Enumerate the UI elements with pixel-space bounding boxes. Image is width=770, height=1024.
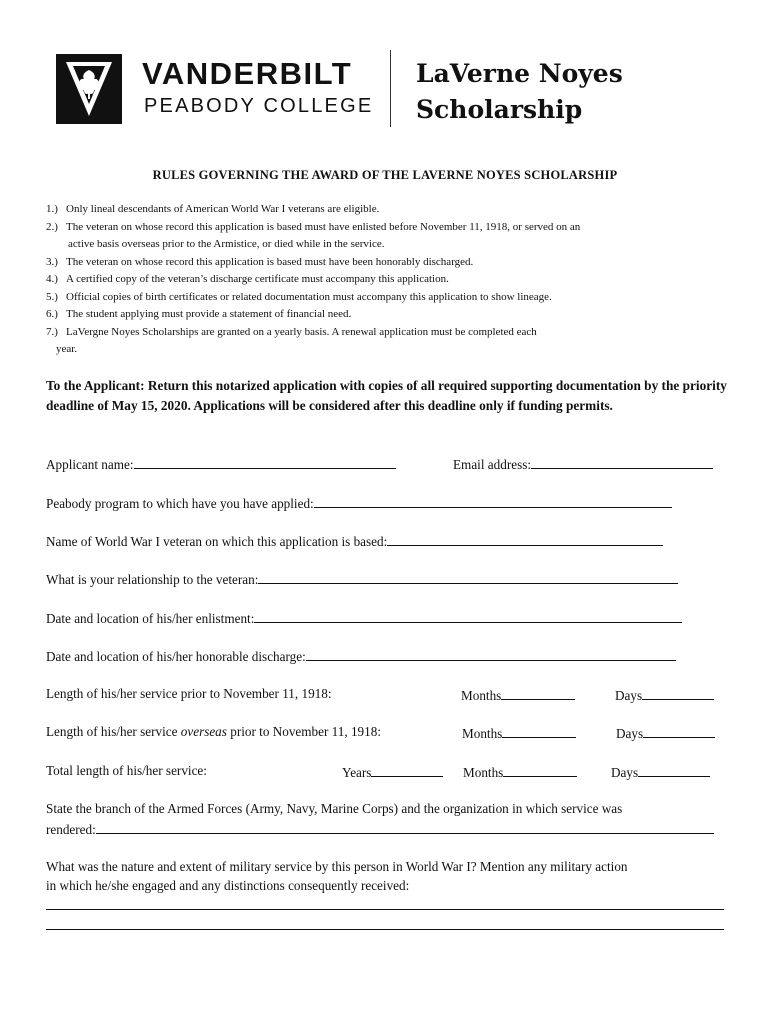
years-label: Years: [342, 765, 372, 780]
program-field: [46, 494, 672, 512]
service-prior-months: [461, 686, 575, 704]
total-service-months: [463, 763, 577, 781]
scholarship-title-line1: LaVerne Noyes: [416, 59, 623, 88]
service-overseas-field: [46, 724, 381, 740]
discharge-field: [46, 647, 676, 665]
rule-item: 6.) The student applying must provide a statement of financial need.: [46, 308, 352, 320]
service-overseas-days-input[interactable]: [643, 724, 715, 738]
branch-label: rendered:: [46, 822, 96, 837]
discharge-input[interactable]: [306, 647, 676, 661]
rules-list: [46, 201, 736, 359]
email-label: Email address:: [453, 457, 532, 472]
veteran-name-label: Name of World War I veteran on which this application is based:: [46, 534, 388, 549]
service-prior-label: Length of his/her service prior to November 11, 1918:: [46, 686, 332, 701]
relationship-input[interactable]: [258, 570, 678, 584]
total-service-years: [342, 763, 443, 781]
branch-input[interactable]: [96, 820, 714, 834]
months-label: Months: [461, 688, 502, 703]
rule-item: 3.) The veteran on whose record this application is based must have been honorably discharged.: [46, 255, 474, 268]
total-service-days-input[interactable]: [638, 763, 710, 777]
rule-item: 7.) LaVergne Noyes Scholarships are granted on a yearly basis. A renewal application must be completed each: [46, 325, 537, 338]
total-service-label: Total length of his/her service:: [46, 763, 207, 778]
enlistment-input[interactable]: [254, 609, 682, 623]
enlistment-field: [46, 609, 682, 627]
program-label: Peabody program to which have you have applied:: [46, 496, 314, 511]
nature-question-line1: What was the nature and extent of military service by this person in World War I? Mention any military action: [46, 859, 628, 874]
email-input[interactable]: [531, 455, 713, 469]
header-divider: [390, 50, 391, 127]
months-label: Months: [463, 765, 504, 780]
service-prior-days-input[interactable]: [642, 686, 714, 700]
rule-item: 1.) Only lineal descendants of American World War I veterans are eligible.: [46, 203, 380, 215]
branch-field: [46, 820, 714, 838]
veteran-name-input[interactable]: [387, 532, 663, 546]
service-overseas-months-input[interactable]: [502, 724, 576, 738]
brand-name: VANDERBILT: [142, 56, 353, 91]
applicant-name-field: [46, 455, 396, 473]
rule-item-continuation: active basis overseas prior to the Armistice, or died while in the service.: [68, 238, 385, 250]
service-prior-months-input[interactable]: [501, 686, 575, 700]
service-overseas-label-a: Length of his/her service: [46, 724, 181, 739]
months-label: Months: [462, 726, 503, 741]
service-overseas-label-b: overseas: [180, 724, 227, 739]
total-service-days: [611, 763, 710, 781]
days-label: Days: [615, 688, 643, 703]
service-overseas-months: [462, 724, 576, 742]
total-service-months-input[interactable]: [503, 763, 577, 777]
enlistment-label: Date and location of his/her enlistment:: [46, 611, 255, 626]
nature-answer-line-1[interactable]: [46, 908, 724, 910]
email-field: [453, 455, 713, 473]
scholarship-title-line2: Scholarship: [416, 95, 583, 124]
service-overseas-label-c: prior to November 11, 1918:: [226, 724, 381, 739]
rule-item: 2.) The veteran on whose record this application is based must have enlisted before November 11, 1918, or served on an: [46, 220, 581, 233]
rule-item-continuation: year.: [56, 343, 78, 355]
discharge-label: Date and location of his/her honorable discharge:: [46, 649, 306, 664]
service-overseas-days: [616, 724, 715, 742]
total-service-field: [46, 763, 207, 779]
branch-question: State the branch of the Armed Forces (Army, Navy, Marine Corps) and the organization in which service was: [46, 801, 623, 816]
nature-question-line2: in which he/she engaged and any distinctions consequently received:: [46, 878, 410, 893]
total-service-years-input[interactable]: [371, 763, 443, 777]
vanderbilt-logo-icon: [56, 54, 122, 124]
program-input[interactable]: [314, 494, 672, 508]
rules-heading: RULES GOVERNING THE AWARD OF THE LAVERNE NOYES SCHOLARSHIP: [152, 168, 618, 182]
rule-item: 4.) A certified copy of the veteran’s discharge certificate must accompany this application.: [46, 273, 449, 285]
brand-subname: PEABODY COLLEGE: [144, 95, 374, 117]
service-prior-days: [615, 686, 714, 704]
days-label: Days: [611, 765, 639, 780]
relationship-field: [46, 570, 678, 588]
relationship-label: What is your relationship to the veteran:: [46, 572, 259, 587]
scholarship-title: [416, 56, 623, 128]
veteran-name-field: [46, 532, 663, 550]
applicant-notice: To the Applicant: Return this notarized application with copies of all required supporting documentation by the priority deadline of May 15, 2020. Applications will be considered after this deadline only if funding permits.: [46, 378, 727, 413]
nature-answer-line-2[interactable]: [46, 928, 724, 930]
service-prior-field: [46, 686, 332, 702]
days-label: Days: [616, 726, 644, 741]
rule-item: 5.) Official copies of birth certificates or related documentation must accompany this application to show lineage.: [46, 290, 552, 303]
applicant-name-input[interactable]: [134, 455, 396, 469]
applicant-name-label: Applicant name:: [46, 457, 134, 472]
